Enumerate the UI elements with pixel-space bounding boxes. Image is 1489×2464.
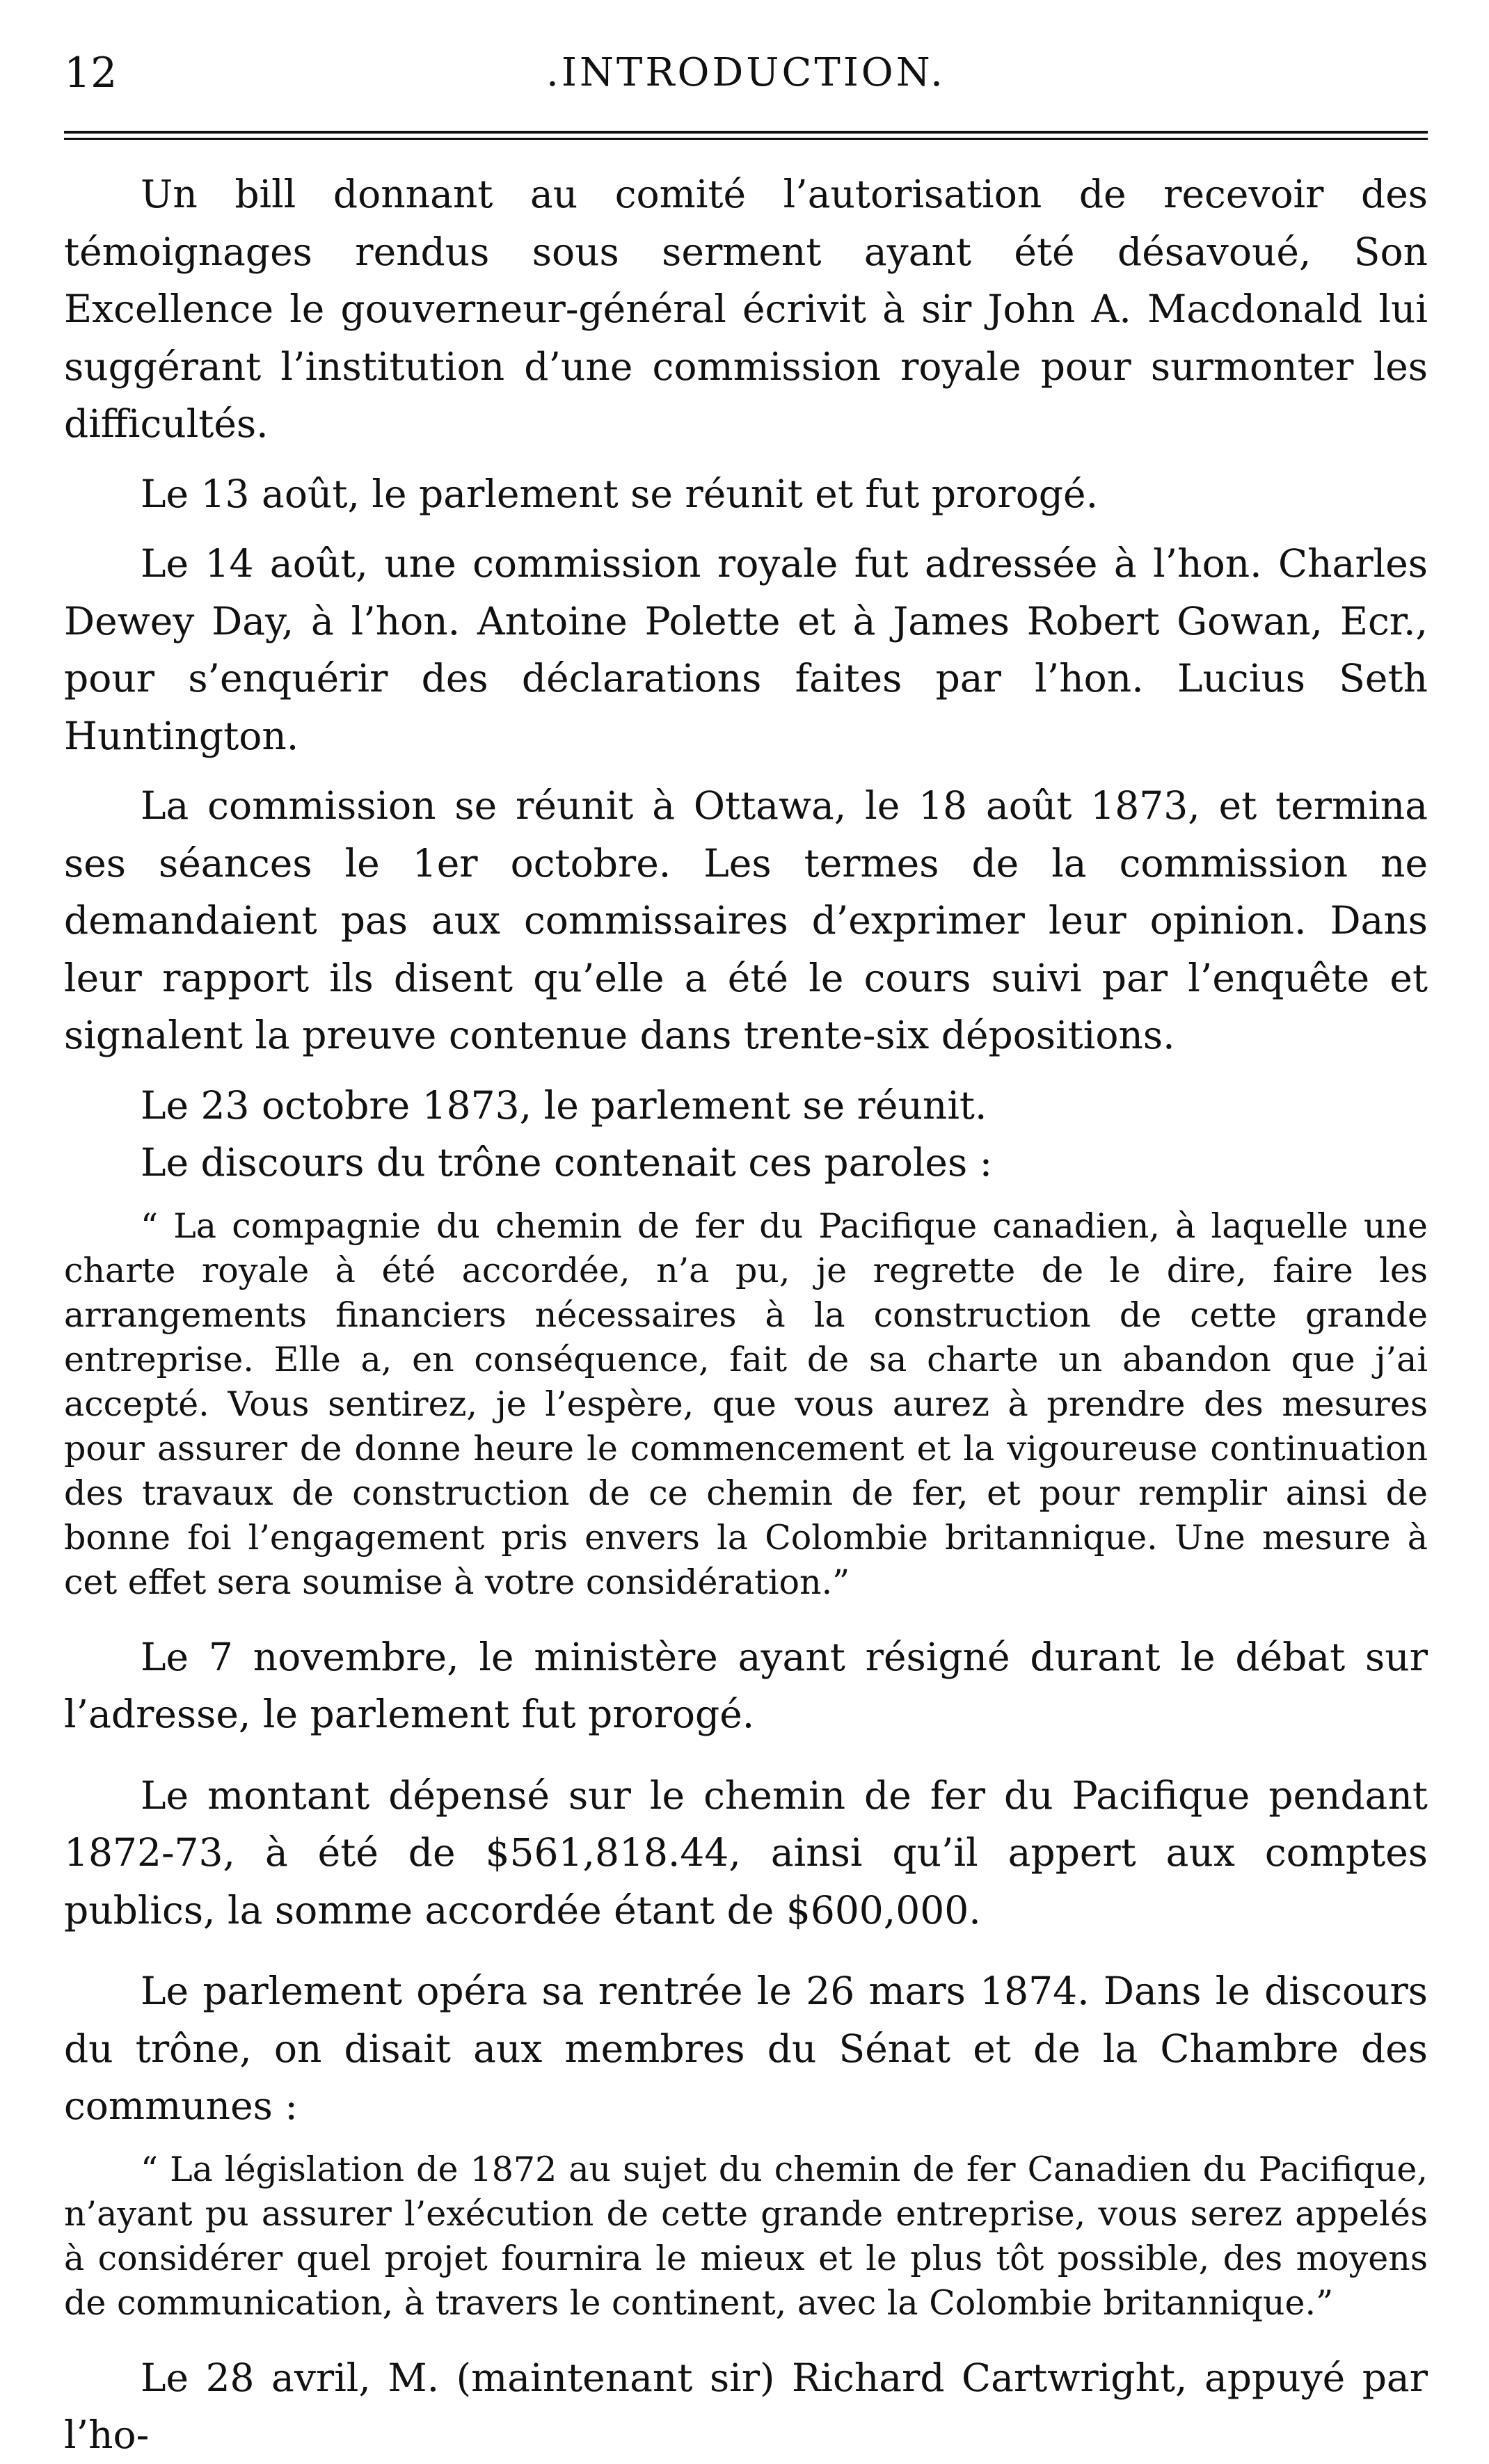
paragraph-bill: Un bill donnant au comité l’autorisation de recevoir des témoignages rendus sous serment ayant été désavoué, Son Excellence le gouverneur-général écrivit à sir John A. Macdonald lui suggérant l’institution d’une commission royale pour surmonter les difficultés.	[64, 172, 1428, 446]
page-header	[64, 38, 1428, 101]
running-head: .INTRODUCTION.	[546, 50, 946, 95]
paragraph-discours-trone: Le discours du trône contenait ces paroles :	[141, 1140, 993, 1185]
paragraph-rentree-1874: Le parlement opéra sa rentrée le 26 mars 1874. Dans le discours du trône, on disait aux membres du Sénat et de la Chambre des communes :	[64, 1969, 1428, 2128]
paragraph-13-aout: Le 13 août, le parlement se réunit et fut prorogé.	[141, 471, 1099, 516]
quote-discours-1874: “ La législation de 1872 au sujet du chemin de fer Canadien du Pacifique, n’ayant pu assurer l’exécution de cette grande entreprise, vous serez appelés à considérer quel projet fournira le mieux et le plus tôt possible, des moyens de communication, à travers le continent, avec la Colombie britannique.”	[64, 2149, 1428, 2323]
paragraph-23-octobre: Le 23 octobre 1873, le parlement se réunit.	[141, 1082, 987, 1128]
header-rule	[64, 131, 1428, 134]
paragraph-14-aout: Le 14 août, une commission royale fut adressée à l’hon. Charles Dewey Day, à l’hon. Antoine Polette et à James Robert Gowan, Ecr., pour s’enquérir des déclarations faites par l’hon. Lucius Seth Huntington.	[64, 541, 1428, 758]
paragraph-7-novembre: Le 7 novembre, le ministère ayant résigné durant le débat sur l’adresse, le parlement fut prorogé.	[64, 1634, 1428, 1736]
paragraph-montant: Le montant dépensé sur le chemin de fer du Pacifique pendant 1872-73, à été de $561,818.44, ainsi qu’il appert aux comptes publics, la somme accordée étant de $600,000.	[64, 1773, 1428, 1933]
page-number: 12	[64, 49, 118, 97]
page-body	[64, 166, 1428, 2464]
paragraph-28-avril: Le 28 avril, M. (maintenant sir) Richard Cartwright, appuyé par l’ho-	[64, 2355, 1428, 2457]
paragraph-commission: La commission se réunit à Ottawa, le 18 août 1873, et termina ses séances le 1er octobre. Les termes de la commission ne demandaient pas aux commissaires d’exprimer leur opinion. Dans leur rapport ils disent qu’elle a été le cours suivi par l’enquête et signalent la preuve contenue dans trente-six dépositions.	[64, 783, 1428, 1057]
header-rule-secondary	[64, 138, 1428, 140]
quote-discours-1873: “ La compagnie du chemin de fer du Pacifique canadien, à laquelle une charte royale à été accordée, n’a pu, je regrette de le dire, faire les arrangements financiers nécessaires à la construction de cette grande entreprise. Elle a, en conséquence, fait de sa charte un abandon que j’ai accepté. Vous sentirez, je l’espère, que vous aurez à prendre des mesures pour assurer de donne heure le commencement et la vigoureuse continuation des travaux de construction de ce chemin de fer, et pour remplir ainsi de bonne foi l’engagement pris envers la Colombie britannique. Une mesure à cet effet sera soumise à votre considération.”	[64, 1206, 1428, 1602]
